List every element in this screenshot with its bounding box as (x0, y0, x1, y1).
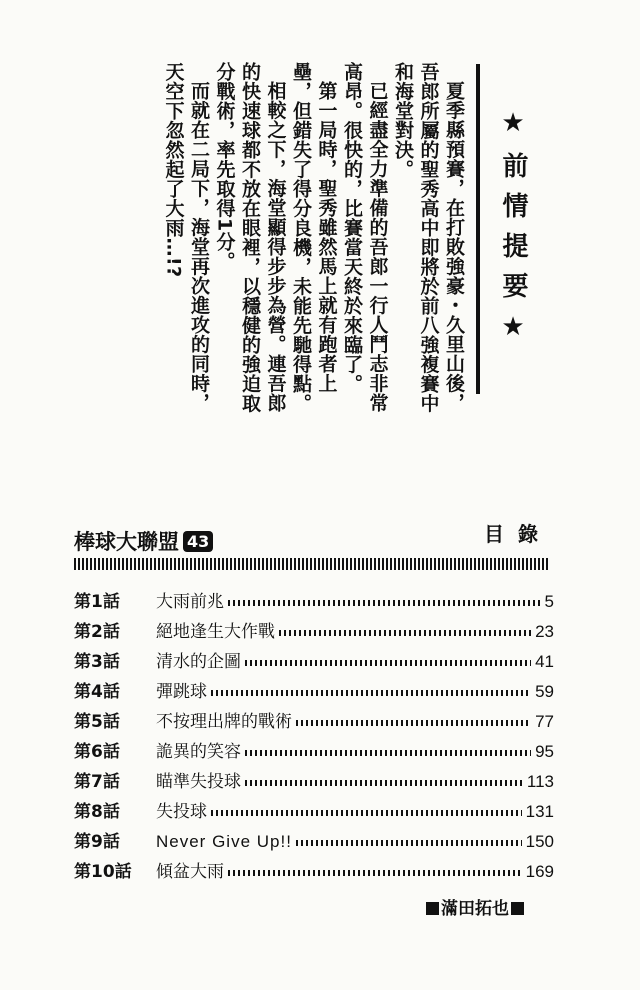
volume-badge: 43 (183, 531, 213, 552)
chapter-title: 瞄準失投球 (156, 772, 241, 792)
synopsis-paragraph: 第一局時，聖秀雖然馬上就有跑者上壘，但錯失了得分良機，未能先馳得點。 (290, 62, 338, 413)
toc-heading: 目錄 (484, 522, 552, 546)
dot-leader (245, 780, 523, 786)
chapter-label: 第7話 (74, 772, 120, 792)
chapter-title: Never Give Up!! (156, 832, 292, 851)
dot-leader (245, 660, 531, 666)
chapter-page: 95 (535, 742, 554, 761)
dot-leader (279, 630, 531, 636)
chapter-title: 詭異的笑容 (156, 742, 241, 762)
toc-divider (74, 558, 548, 570)
chapter-label: 第1話 (74, 592, 120, 612)
book-title-text: 棒球大聯盟 (74, 530, 179, 554)
chapter-page: 77 (535, 712, 554, 731)
chapter-page: 150 (525, 832, 554, 851)
chapter-page: 169 (525, 862, 554, 881)
chapter-title: 清水的企圖 (156, 652, 241, 672)
chapter-label: 第4話 (74, 682, 120, 702)
chapter-label: 第6話 (74, 742, 120, 762)
chapter-page: 131 (525, 802, 554, 821)
toc-entry[interactable] (74, 852, 554, 882)
synopsis-text (106, 62, 466, 422)
synopsis-paragraph: 夏季縣預賽，在打敗強豪・久里山後，吾郎所屬的聖秀高中即將於前八強複賽中和海堂對決。 (392, 62, 465, 413)
chapter-title: 失投球 (156, 802, 207, 822)
chapter-page: 113 (526, 772, 554, 791)
dot-leader (211, 810, 522, 816)
chapter-label: 第5話 (74, 712, 120, 732)
square-icon (511, 902, 524, 915)
toc-entry[interactable] (74, 702, 554, 732)
synopsis-header: ★前情提要★ (498, 108, 528, 356)
toc-entry[interactable] (74, 732, 554, 762)
dot-leader (296, 840, 522, 846)
chapter-label: 第10話 (74, 862, 132, 882)
synopsis-paragraph: 而就在二局下，海堂再次進攻的同時，天空下忽然起了大雨…!? (162, 62, 210, 413)
toc-entry[interactable] (74, 642, 554, 672)
toc-entry[interactable] (74, 762, 554, 792)
chapter-title: 絕地逢生大作戰 (156, 622, 275, 642)
toc-entry[interactable] (74, 582, 554, 612)
chapter-label: 第8話 (74, 802, 120, 822)
chapter-label: 第3話 (74, 652, 120, 672)
toc-entry[interactable] (74, 612, 554, 642)
toc-entry[interactable] (74, 822, 554, 852)
chapter-page: 23 (535, 622, 554, 641)
dot-leader (296, 720, 531, 726)
author-credit (424, 894, 526, 919)
chapter-title: 傾盆大雨 (156, 862, 224, 882)
synopsis-divider (476, 64, 480, 394)
chapter-label: 第9話 (74, 832, 120, 852)
chapter-page: 5 (544, 592, 554, 611)
chapter-page: 41 (535, 652, 554, 671)
chapter-title: 不按理出牌的戰術 (156, 712, 292, 732)
dot-leader (211, 690, 531, 696)
synopsis-paragraph: 相較之下，海堂顯得步步為營。連吾郎的快速球都不放在眼裡，以穩健的強迫取分戰術，率先取得1分。 (213, 62, 287, 413)
dot-leader (245, 750, 531, 756)
toc-entry[interactable] (74, 792, 554, 822)
dot-leader (228, 600, 541, 606)
square-icon (426, 902, 439, 915)
dot-leader (228, 870, 522, 876)
toc-entry[interactable] (74, 672, 554, 702)
toc-list (74, 582, 554, 882)
book-title (74, 526, 213, 556)
chapter-page: 59 (535, 682, 554, 701)
chapter-title: 大雨前兆 (156, 592, 224, 612)
chapter-label: 第2話 (74, 622, 120, 642)
author-name: 滿田拓也 (441, 899, 509, 919)
chapter-title: 彈跳球 (156, 682, 207, 702)
synopsis-paragraph: 已經盡全力準備的吾郎一行人鬥志非常高昂。很快的，比賽當天終於來臨了。 (341, 62, 389, 413)
